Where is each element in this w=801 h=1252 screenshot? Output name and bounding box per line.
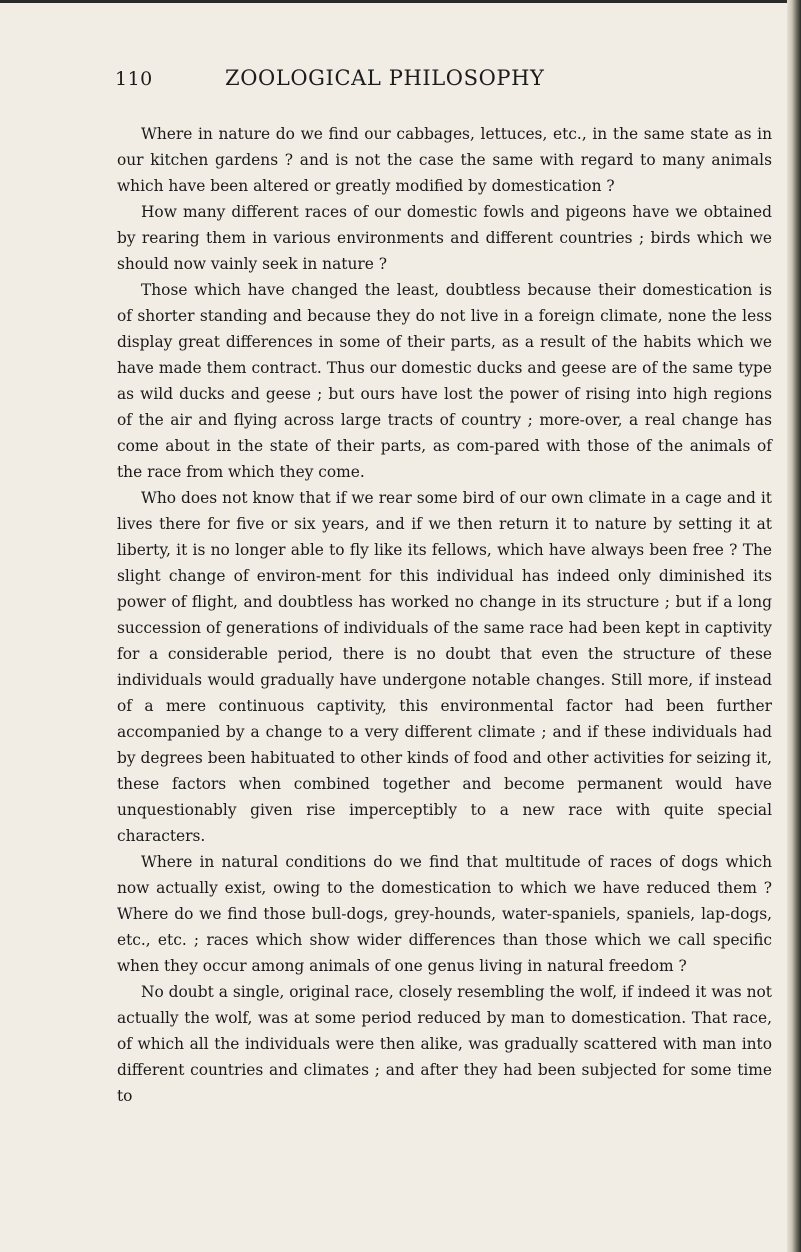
paragraph-2: How many different races of our domestic fowls and pigeons have we obtained by rearing them in various environments and different countries ; birds which we should now vainly seek in nature ?	[117, 203, 772, 273]
paragraph-6: No doubt a single, original race, closely resembling the wolf, if indeed it was not actually the wolf, was at some period reduced by man to domestication. That race, of which all the individuals were then alike, was gradually scattered with man into different countries and climates ; and after they had been subjected for some time to	[117, 983, 772, 1105]
paragraph-4: Who does not know that if we rear some bird of our own climate in a cage and it lives there for five or six years, and if we then return it to nature by setting it at liberty, it is no longer able to fly like its fellows, which have always been free ? The slight change of environ-ment for this individual has indeed only diminished its power of flight, and doubtless has worked no change in its structure ; but if a long succession of generations of individuals of the same race had been kept in captivity for a considerable period, there is no doubt that even the structure of these individuals would gradually have undergone notable changes. Still more, if instead of a mere continuous captivity, this environmental factor had been further accompanied by a change to a very different climate ; and if these individuals had by degrees been habituated to other kinds of food and other activities for seizing it, these factors when combined together and become permanent would have unquestionably given rise imperceptibly to a new race with quite special characters.	[117, 489, 772, 845]
paragraph-1: Where in nature do we find our cabbages, lettuces, etc., in the same state as in our kitchen gardens ? and is not the case the same with regard to many animals which have been altered or greatly modified by domestication ?	[117, 125, 772, 195]
body-text	[117, 121, 772, 1109]
page-number: 110	[115, 68, 153, 90]
paragraph-3: Those which have changed the least, doubtless because their domestication is of shorter standing and because they do not live in a foreign climate, none the less display great differences in some of their parts, as a result of the habits which we have made them contract. Thus our domestic ducks and geese are of the same type as wild ducks and geese ; but ours have lost the power of rising into high regions of the air and flying across large tracts of country ; more-over, a real change has come about in the state of their parts, as com-pared with those of the animals of the race from which they come.	[117, 281, 772, 481]
page-header	[0, 60, 801, 100]
paragraph-5: Where in natural conditions do we find that multitude of races of dogs which now actually exist, owing to the domestication to which we have reduced them ? Where do we find those bull-dogs, grey-hounds, water-spaniels, spaniels, lap-dogs, etc., etc. ; races which show wider differences than those which we call specific when they occur among animals of one genus living in natural freedom ?	[117, 853, 772, 975]
page-top-edge	[0, 0, 790, 3]
running-head: ZOOLOGICAL PHILOSOPHY	[225, 66, 545, 90]
page-binding-edge	[787, 0, 801, 1252]
